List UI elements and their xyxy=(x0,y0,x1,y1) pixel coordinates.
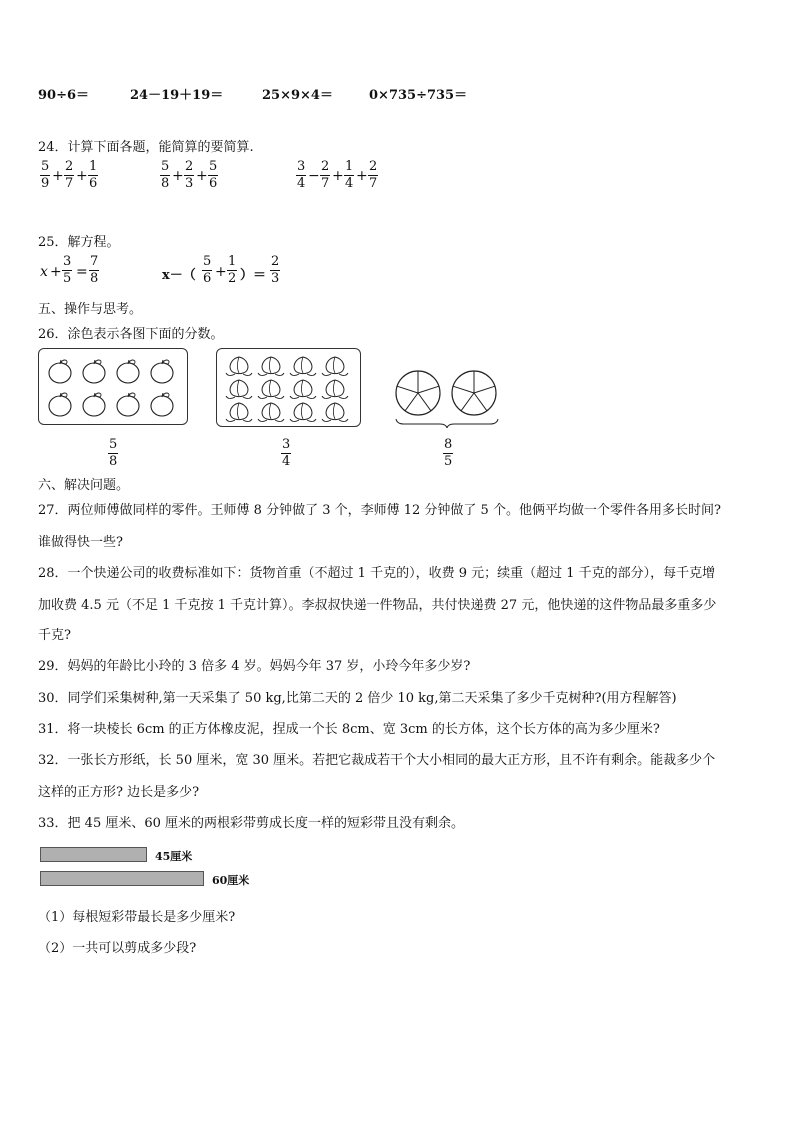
peach-icon xyxy=(226,403,252,422)
equals-sign: = xyxy=(76,264,88,280)
calc-expression-2: 24－19＋19＝ xyxy=(130,88,224,103)
ribbon-60-label: 60厘米 xyxy=(212,874,250,887)
fraction: 2 7 xyxy=(369,159,378,191)
peach-icon xyxy=(226,380,252,399)
question-27-line-2: 谁做得快一些? xyxy=(38,535,123,550)
peach-icon xyxy=(322,380,348,399)
question-28-line-3: 千克? xyxy=(38,628,71,643)
peach-icon xyxy=(322,357,348,376)
fraction: 2 3 xyxy=(271,254,280,286)
question-31: 31．将一块棱长 6cm 的正方体橡皮泥，捏成一个长 8cm、宽 3cm 的长方体，这个长方体的高为多少厘米? xyxy=(38,722,660,737)
equation-2-rhs: ）＝ xyxy=(240,268,267,283)
peach-grid xyxy=(217,349,360,426)
variable-x: x xyxy=(40,264,48,280)
peach-box xyxy=(216,348,361,427)
ribbon-45 xyxy=(40,847,147,862)
apple-icon xyxy=(117,360,139,383)
question-29: 29．妈妈的年龄比小玲的 3 倍多 4 岁。妈妈今年 37 岁，小玲今年多少岁? xyxy=(38,659,471,674)
ribbon-60 xyxy=(40,871,204,886)
apple-icon xyxy=(151,360,173,383)
apple-icon xyxy=(83,360,105,383)
fraction: 3 4 xyxy=(297,159,306,191)
equation-2-lhs: x－（ xyxy=(162,268,196,283)
fraction: 3 5 xyxy=(63,254,72,286)
peach-icon xyxy=(290,403,316,422)
question-32-line-1: 32．一张长方形纸，长 50 厘米，宽 30 厘米。若把它裁成若干个大小相同的最大正方形，且不许有剩余。能裁多少个 xyxy=(38,753,716,768)
apple-icon xyxy=(83,393,105,416)
calc-expression-3: 25×9×4＝ xyxy=(262,88,333,103)
fraction: 5 8 xyxy=(109,437,118,469)
question-30: 30．同学们采集树种,第一天采集了 50 kg,比第二天的 2 倍少 10 kg,第二天采集了多少千克树种?(用方程解答) xyxy=(38,691,677,706)
question-27-line-1: 27．两位师傅做同样的零件。王师傅 8 分钟做了 3 个，李师傅 12 分钟做了 5 个。他俩平均做一个零件各用多长时间? xyxy=(38,503,721,518)
fraction: 5 8 xyxy=(161,159,170,191)
apple-grid xyxy=(39,349,187,424)
fraction: 7 8 xyxy=(90,254,99,286)
fraction: 5 9 xyxy=(41,159,50,191)
question-33-sub-2: （2）一共可以剪成多少段? xyxy=(38,941,197,956)
apple-icon xyxy=(151,393,173,416)
calc-expression-4: 0×735÷735＝ xyxy=(369,88,468,103)
question-26-title: 26．涂色表示各图下面的分数。 xyxy=(38,327,224,342)
question-33-title: 33．把 45 厘米、60 厘米的两根彩带剪成长度一样的短彩带且没有剩余。 xyxy=(38,816,465,831)
plus-sign: + xyxy=(172,168,184,184)
minus-sign: − xyxy=(308,168,320,184)
circle-fifths-2 xyxy=(452,371,496,415)
fraction: 2 7 xyxy=(65,159,74,191)
fraction: 1 6 xyxy=(89,159,98,191)
calc-expression-1: 90÷6＝ xyxy=(38,88,90,103)
fraction: 2 7 xyxy=(321,159,330,191)
apple-box xyxy=(38,348,188,425)
plus-sign: + xyxy=(196,168,208,184)
brace xyxy=(396,419,498,428)
fifths-circles xyxy=(392,366,502,428)
fraction: 1 2 xyxy=(228,254,237,286)
fraction: 2 3 xyxy=(185,159,194,191)
section-5-heading: 五、操作与思考。 xyxy=(38,302,143,317)
peach-icon xyxy=(258,357,284,376)
peach-icon xyxy=(258,403,284,422)
fraction: 5 6 xyxy=(203,254,212,286)
plus-sign: + xyxy=(332,168,344,184)
plus-sign: + xyxy=(215,264,227,280)
section-6-heading: 六、解决问题。 xyxy=(38,478,130,493)
peach-icon xyxy=(290,357,316,376)
fraction: 1 4 xyxy=(345,159,354,191)
question-28-line-2: 加收费 4.5 元（不足 1 千克按 1 千克计算）。李叔叔快递一件物品，共付快递费 27 元，他快递的这件物品最多重多少 xyxy=(38,598,717,613)
peach-icon xyxy=(258,380,284,399)
plus-sign: + xyxy=(76,168,88,184)
circle-fifths-1 xyxy=(396,371,440,415)
apple-icon xyxy=(117,393,139,416)
question-33-sub-1: （1）每根短彩带最长是多少厘米? xyxy=(38,910,236,925)
peach-icon xyxy=(322,403,348,422)
fraction: 8 5 xyxy=(444,437,453,469)
apple-icon xyxy=(49,393,71,416)
question-25-title: 25．解方程。 xyxy=(38,235,120,250)
question-28-line-1: 28．一个快递公司的收费标准如下：货物首重（不超过 1 千克的），收费 9 元；续重（超过 1 千克的部分），每千克增 xyxy=(38,566,716,581)
peach-icon xyxy=(226,357,252,376)
fraction: 3 4 xyxy=(282,437,291,469)
apple-icon xyxy=(49,360,71,383)
peach-icon xyxy=(290,380,316,399)
fraction: 5 6 xyxy=(209,159,218,191)
question-24-title: 24．计算下面各题，能简算的要简算. xyxy=(38,140,254,155)
ribbon-45-label: 45厘米 xyxy=(155,850,193,863)
plus-sign: + xyxy=(52,168,64,184)
plus-sign: + xyxy=(50,264,62,280)
plus-sign: + xyxy=(356,168,368,184)
question-32-line-2: 这样的正方形? 边长是多少? xyxy=(38,785,200,800)
